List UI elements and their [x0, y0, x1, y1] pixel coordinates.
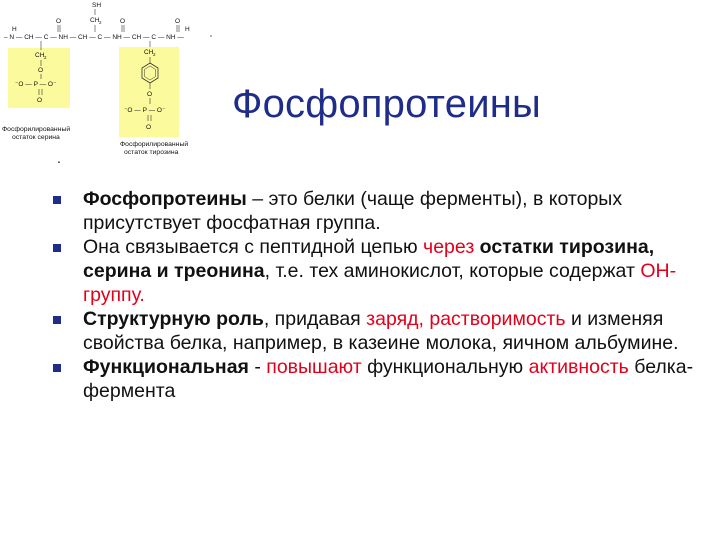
bullet-text-run: Фосфопротеины — [83, 188, 247, 210]
bullet-text-run: Функциональная — [83, 356, 249, 378]
svg-text:O: O — [146, 124, 152, 131]
svg-text:– N — CH — C — NH — CH — C — N: – N — CH — C — NH — CH — C — NH — CH — C — NH — — [4, 34, 184, 41]
svg-text:CH: CH — [90, 17, 100, 24]
tyrosine-caption-line2: остаток тирозина — [124, 149, 179, 156]
svg-text:O: O — [38, 67, 44, 74]
svg-text:2: 2 — [99, 20, 102, 25]
bullet-text-run: ОН-группу. — [83, 260, 677, 306]
bullet-item — [53, 235, 713, 307]
svg-text:O: O — [175, 18, 181, 25]
svg-text:O: O — [37, 97, 43, 104]
stray-dot: . — [57, 150, 61, 166]
bullet-text-run: Она связывается с пептидной цепью — [83, 236, 424, 258]
svg-text:2: 2 — [153, 52, 156, 57]
bullet-marker-icon — [53, 316, 61, 324]
bullet-list — [53, 187, 713, 403]
tyrosine-caption-line1: Фосфорилированный — [120, 141, 189, 148]
svg-text:⁻O — P — O⁻: ⁻O — P — O⁻ — [124, 107, 166, 114]
phosphorylated-residues-diagram — [0, 0, 225, 165]
slide-title: Фосфопротеины — [232, 82, 541, 126]
peptide-backbone — [4, 2, 212, 41]
bullet-text-run: заряд, растворимость — [366, 308, 566, 330]
bullet-item — [53, 307, 713, 355]
bullet-marker-icon — [53, 196, 61, 204]
bullet-text-run: , придавая — [263, 308, 367, 330]
svg-text:O: O — [120, 18, 126, 25]
bullet-item — [53, 355, 713, 403]
bullet-text-run: белка-фермента — [83, 356, 694, 402]
svg-text:O: O — [147, 91, 153, 98]
bullet-marker-icon — [53, 364, 61, 372]
serine-caption-line1: Фосфорилированный — [2, 126, 71, 133]
svg-text:CH: CH — [35, 52, 45, 59]
bullet-text-run: функциональную — [361, 356, 529, 378]
bullet-text-run: остатки тирозина, серина и треонина — [83, 236, 655, 282]
bullet-text-run: и изменяя свойства белка, например, в казеине молока, яичном альбумине. — [83, 308, 679, 354]
svg-text:CH: CH — [144, 49, 154, 56]
bullet-item — [53, 187, 713, 235]
svg-text:O: O — [56, 18, 62, 25]
svg-text:H: H — [185, 26, 190, 33]
svg-text:H: H — [12, 26, 17, 33]
svg-text:SH: SH — [92, 2, 102, 9]
bullet-text-run: , т.е. тех аминокислот, которые содержат — [264, 260, 641, 282]
bullet-text-run: через — [423, 236, 480, 258]
bullet-marker-icon — [53, 244, 61, 252]
bullet-text-run: повышают — [266, 356, 362, 378]
bullet-text-run: активность — [528, 356, 629, 378]
bullet-text-run: – это белки (чаще ферменты), в которых присутствует фосфатная группа. — [83, 188, 623, 234]
bullet-text-run: Структурную роль — [83, 308, 264, 330]
bullet-text-run: - — [248, 356, 267, 378]
svg-text:⁻O — P — O⁻: ⁻O — P — O⁻ — [15, 81, 57, 88]
svg-text:2: 2 — [44, 55, 47, 60]
serine-caption-line2: остаток серина — [12, 134, 60, 141]
